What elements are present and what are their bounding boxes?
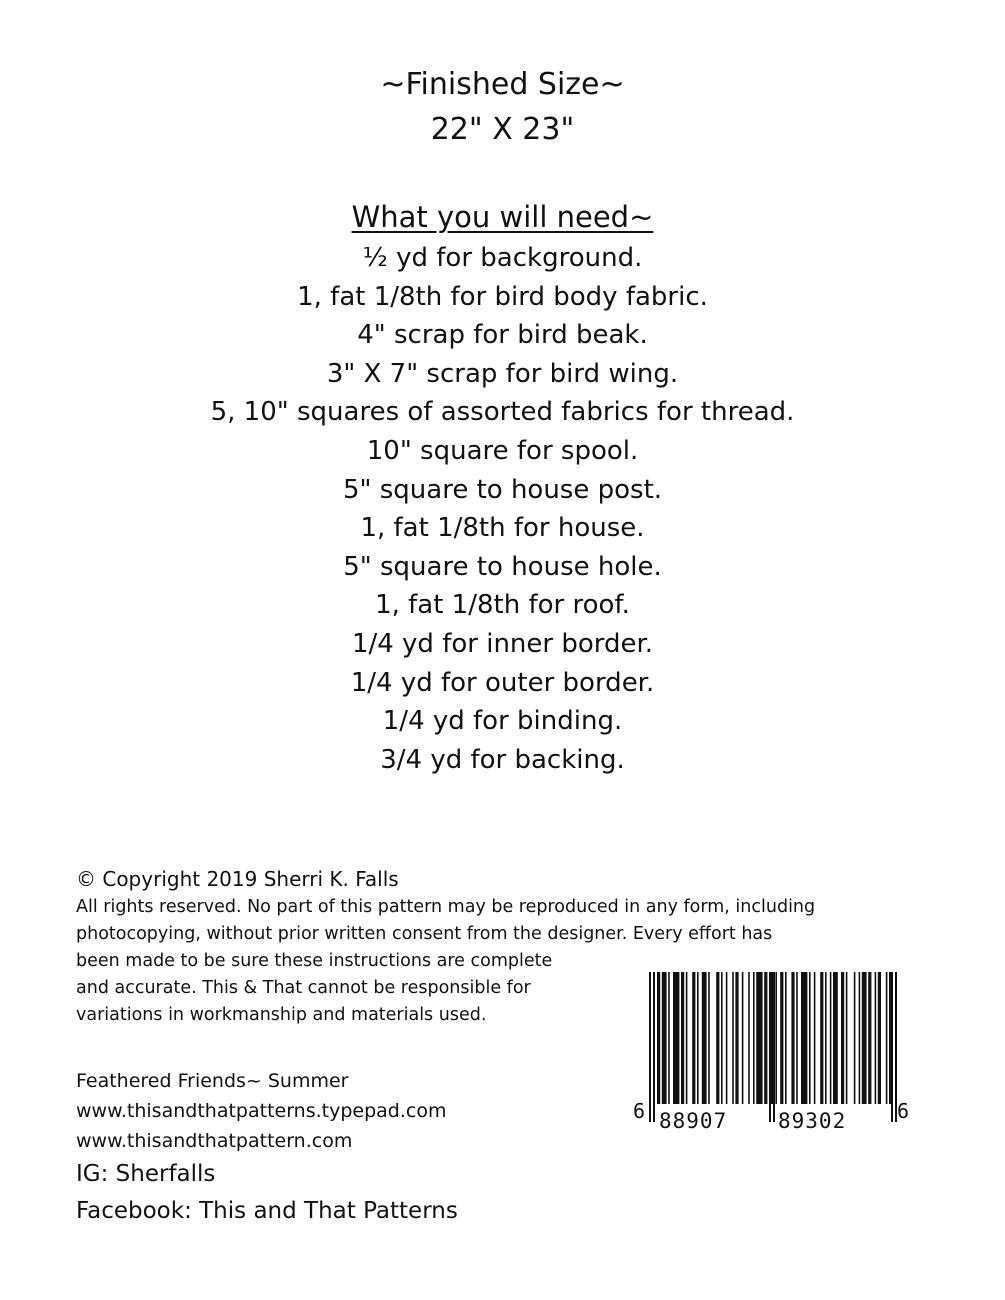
website-link-2[interactable]: www.thisandthatpattern.com (76, 1130, 353, 1152)
barcode (631, 968, 911, 1136)
barcode-bars (649, 972, 897, 1122)
barcode-bar (878, 972, 881, 1104)
barcode-guard-bar (653, 972, 655, 1122)
needs-item: 3/4 yd for backing. (380, 744, 625, 775)
needs-item: 10" square for spool. (366, 435, 639, 466)
barcode-bar (854, 972, 856, 1104)
needs-item: 1/4 yd for outer border. (350, 667, 655, 698)
barcode-bar (830, 972, 832, 1104)
barcode-digit-left: 6 (633, 1099, 646, 1123)
finished-size-value: 22" X 23" (430, 112, 575, 147)
legal-line: photocopying, without prior written consent from the designer. Every effort has (76, 924, 773, 944)
barcode-digit-right: 6 (897, 1099, 910, 1123)
barcode-bar (681, 972, 684, 1104)
barcode-bar (716, 972, 719, 1104)
barcode-bar (846, 972, 848, 1104)
needs-heading-text: What you will need~ (351, 200, 654, 234)
legal-line: All rights reserved. No part of this pattern may be reproduced in any form, including (76, 897, 816, 917)
needs-item: 5, 10" squares of assorted fabrics for thread. (210, 397, 795, 428)
barcode-bar (886, 972, 888, 1104)
barcode-bar (753, 972, 755, 1104)
barcode-bar (814, 972, 816, 1104)
barcode-bar (657, 972, 660, 1104)
barcode-bar (721, 972, 723, 1104)
barcode-bar (673, 972, 679, 1104)
barcode-bar (726, 972, 728, 1104)
barcode-digits-group-1: 88907 (659, 1109, 728, 1133)
barcode-guard-bar (773, 972, 775, 1122)
barcode-bar (775, 972, 777, 1104)
barcode-bar (756, 972, 762, 1104)
barcode-bar (833, 972, 838, 1104)
barcode-bar (791, 972, 794, 1104)
website-link-1[interactable]: www.thisandthatpatterns.typepad.com (76, 1100, 447, 1122)
barcode-guard-bar (769, 972, 771, 1122)
barcode-bar (692, 972, 695, 1104)
barcode-bar (732, 972, 734, 1104)
barcode-bar (825, 972, 827, 1104)
needs-item: 5" square to house hole. (343, 551, 662, 582)
needs-item: 1/4 yd for inner border. (351, 628, 654, 659)
needs-item: 3" X 7" scrap for bird wing. (326, 358, 679, 389)
barcode-bar (764, 972, 767, 1104)
facebook-page: Facebook: This and That Patterns (76, 1198, 458, 1224)
barcode-bar (742, 972, 744, 1104)
needs-item: 4" scrap for bird beak. (357, 320, 648, 351)
barcode-bar (820, 972, 823, 1104)
barcode-bar (841, 972, 844, 1104)
legal-line: variations in workmanship and materials used. (76, 1005, 487, 1025)
barcode-bar (748, 972, 750, 1104)
barcode-bar (668, 972, 670, 1104)
barcode-bar (868, 972, 871, 1104)
needs-item: 1, fat 1/8th for roof. (375, 590, 630, 621)
barcode-bar (686, 972, 688, 1104)
instagram-handle: IG: Sherfalls (76, 1161, 216, 1187)
barcode-bar (735, 972, 738, 1104)
needs-item: 1/4 yd for binding. (382, 706, 623, 737)
barcode-bar (801, 972, 807, 1104)
barcode-guard-bar (891, 972, 893, 1122)
legal-line: been made to be sure these instructions are complete (76, 951, 553, 971)
barcode-bar (708, 972, 710, 1104)
barcode-bar (697, 972, 699, 1104)
needs-item: 1, fat 1/8th for bird body fabric. (297, 281, 708, 312)
needs-item: ½ yd for background. (362, 243, 643, 273)
copyright-line: © Copyright 2019 Sherri K. Falls (76, 867, 399, 891)
barcode-digits-group-2: 89302 (778, 1109, 847, 1133)
barcode-bar (875, 972, 877, 1104)
needs-item: 5" square to house post. (342, 474, 663, 505)
needs-heading (0, 198, 1005, 236)
barcode-bar (780, 972, 783, 1104)
needs-item: 1, fat 1/8th for house. (360, 513, 645, 544)
contact-block (76, 1066, 458, 1230)
finished-size-title: ~Finished Size~ (380, 67, 625, 102)
barcode-bar (862, 972, 867, 1104)
barcode-bar (702, 972, 707, 1104)
legal-line: and accurate. This & That cannot be responsible for (76, 978, 531, 998)
barcode-bar (785, 972, 787, 1104)
pattern-name: Feathered Friends~ Summer (76, 1070, 349, 1092)
barcode-bar (662, 972, 667, 1104)
barcode-guard-bar (649, 972, 651, 1122)
barcode-bar (809, 972, 811, 1104)
needs-list (0, 239, 1005, 779)
barcode-bar (859, 972, 861, 1104)
barcode-bar (796, 972, 798, 1104)
